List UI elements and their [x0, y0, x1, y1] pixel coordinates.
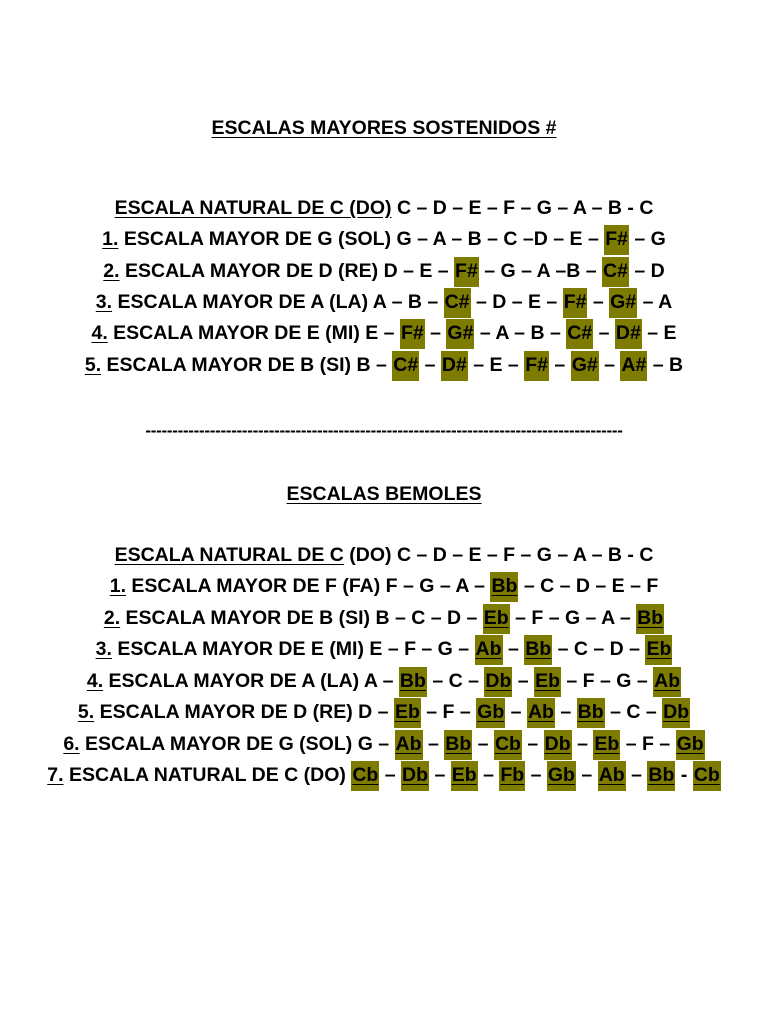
scale-number: 6. — [63, 733, 80, 755]
scale-notes: – — [430, 322, 441, 344]
scale-notes: – — [581, 764, 593, 786]
scale-notes: – C – — [610, 701, 657, 723]
flat-note: Cb — [351, 761, 379, 791]
flats-scale-6 — [0, 729, 768, 761]
sharps-scale-5 — [0, 350, 768, 382]
flat-note: Gb — [676, 730, 705, 760]
flats-scale-3 — [0, 634, 768, 666]
scale-notes: – — [434, 764, 446, 786]
scale-notes: – — [427, 733, 439, 755]
scale-notes: – C – D – E – F — [523, 575, 659, 597]
flat-note: Bb — [444, 730, 472, 760]
sharps-scale-1 — [0, 224, 768, 256]
sharp-note: G# — [446, 319, 474, 349]
flats-title-text: ESCALAS BEMOLES — [286, 483, 482, 505]
sharps-scale-4 — [0, 318, 768, 350]
flats-natural-row — [0, 540, 768, 572]
scale-notes: – — [604, 354, 615, 376]
scale-label: ESCALA MAYOR DE A (LA) — [117, 291, 369, 313]
scale-notes: A – — [363, 670, 394, 692]
scale-label: ESCALA MAYOR DE B (SI) — [125, 607, 371, 629]
flat-note: Eb — [645, 635, 672, 665]
scale-notes: – — [560, 701, 572, 723]
flat-note: Bb — [636, 604, 664, 634]
flat-note: Gb — [476, 698, 505, 728]
sharp-note: C# — [392, 351, 419, 381]
flats-scale-2 — [0, 603, 768, 635]
scale-notes: - — [680, 764, 688, 786]
flats-scale-4 — [0, 666, 768, 698]
scale-number: 4. — [91, 322, 108, 344]
scale-number: 5. — [84, 354, 102, 376]
scale-label: ESCALA MAYOR DE E (MI) — [113, 322, 360, 344]
flat-note: Gb — [547, 761, 576, 791]
flat-note: Eb — [483, 604, 510, 634]
flat-note: Db — [544, 730, 572, 760]
flat-note: Bb — [647, 761, 675, 791]
scale-number: 2. — [103, 260, 120, 282]
flat-note: Ab — [475, 635, 503, 665]
scale-notes: D – E – — [383, 260, 449, 282]
scale-notes: – F – G – — [566, 670, 648, 692]
flat-note: Cb — [494, 730, 522, 760]
scale-notes: – — [577, 733, 588, 755]
scale-notes: E – — [365, 322, 395, 344]
flats-scale-1 — [0, 571, 768, 603]
scale-notes: – — [384, 764, 396, 786]
scale-notes: – — [424, 354, 436, 376]
scale-notes: – F – — [426, 701, 471, 723]
flat-note: Db — [401, 761, 429, 791]
scale-number: 3. — [95, 638, 112, 660]
sharp-note: F# — [524, 351, 549, 381]
flats-scale-5 — [0, 697, 768, 729]
scale-notes: – — [477, 733, 489, 755]
scale-label: ESCALA MAYOR DE D (RE) — [124, 260, 379, 282]
scale-label: ESCALA NATURAL DE C (DO) — [68, 764, 346, 786]
scale-notes: – G – A –B – — [484, 260, 597, 282]
sharps-natural-notes: C – D – E – F – G – A – B - C — [396, 197, 654, 219]
sharp-note: C# — [602, 257, 629, 287]
flat-note: Bb — [524, 635, 552, 665]
scale-notes: – E – — [473, 354, 519, 376]
scale-notes: B – — [356, 354, 387, 376]
flat-note: Bb — [399, 667, 427, 697]
scale-notes: G – A – B – C –D – E – — [396, 228, 599, 250]
scale-number: 2. — [103, 607, 121, 629]
flat-note: Ab — [527, 698, 555, 728]
sharp-note: F# — [400, 319, 425, 349]
flat-note: Eb — [593, 730, 620, 760]
scale-notes: – — [554, 354, 566, 376]
scale-notes: – A – B – — [479, 322, 561, 344]
scale-notes: – E — [647, 322, 677, 344]
scale-notes: – C – — [432, 670, 479, 692]
sharp-note: C# — [444, 288, 471, 318]
scale-notes: – F – G – A – — [515, 607, 631, 629]
scale-notes: – — [530, 764, 542, 786]
scale-notes: – F – — [625, 733, 671, 755]
scale-notes: B – C – D – — [375, 607, 478, 629]
sharps-title-text: ESCALAS MAYORES SOSTENIDOS # — [211, 117, 557, 139]
scale-notes: A – B – — [372, 291, 439, 313]
scale-notes: – B — [652, 354, 684, 376]
sharp-note: D# — [441, 351, 468, 381]
scale-notes: – — [598, 322, 610, 344]
flat-note: Cb — [693, 761, 721, 791]
flat-note: Ab — [653, 667, 681, 697]
sharps-natural-label: ESCALA NATURAL DE C (DO) — [114, 197, 392, 219]
scale-number: 7. — [47, 764, 64, 786]
flat-note: Fb — [499, 761, 525, 791]
flats-natural-label: ESCALA NATURAL DE C — [114, 544, 344, 566]
scale-notes: – A — [642, 291, 673, 313]
flat-note: Eb — [394, 698, 421, 728]
sharp-note: F# — [454, 257, 479, 287]
sharps-scale-3 — [0, 287, 768, 319]
scale-notes: – G — [634, 228, 666, 250]
flats-scale-7 — [0, 760, 768, 792]
scale-notes: – — [527, 733, 539, 755]
scale-notes: – — [592, 291, 604, 313]
scale-label: ESCALA MAYOR DE G (SOL) — [123, 228, 392, 250]
scale-label: ESCALA MAYOR DE B (SI) — [106, 354, 352, 376]
flat-note: Eb — [534, 667, 561, 697]
sharp-note: F# — [563, 288, 588, 318]
flat-note: Bb — [577, 698, 605, 728]
scale-notes: G – — [357, 733, 390, 755]
sharps-scale-2 — [0, 256, 768, 288]
sharp-note: A# — [620, 351, 647, 381]
scale-label: ESCALA MAYOR DE E (MI) — [117, 638, 364, 660]
flats-natural-notes: (DO) C – D – E – F – G – A – B - C — [349, 544, 654, 566]
flats-title — [0, 482, 768, 506]
scale-notes: – — [483, 764, 494, 786]
scale-notes: F – G – A – — [385, 575, 486, 597]
section-divider: ----------------------------------------------------------------------------------------- — [145, 421, 623, 440]
scale-notes: – D – E – — [475, 291, 558, 313]
scale-notes: – — [631, 764, 642, 786]
flat-note: Db — [662, 698, 690, 728]
sharp-note: G# — [609, 288, 637, 318]
sharps-natural-row — [0, 193, 768, 225]
scale-notes: D – — [358, 701, 389, 723]
sharp-note: G# — [571, 351, 599, 381]
scale-notes: – — [510, 701, 522, 723]
flat-note: Db — [484, 667, 512, 697]
sharps-title — [0, 116, 768, 140]
scale-label: ESCALA MAYOR DE F (FA) — [131, 575, 381, 597]
flat-note: Ab — [395, 730, 423, 760]
flat-note: Eb — [451, 761, 478, 791]
sharp-note: D# — [615, 319, 642, 349]
scale-notes: – — [507, 638, 519, 660]
flat-note: Ab — [598, 761, 626, 791]
scale-notes: – C – D – — [557, 638, 641, 660]
sharp-note: C# — [566, 319, 593, 349]
flat-note: Bb — [490, 572, 518, 602]
sharp-note: F# — [604, 225, 629, 255]
scale-label: ESCALA MAYOR DE D (RE) — [99, 701, 353, 723]
scale-notes: – D — [634, 260, 665, 282]
scale-notes: E – F – G – — [369, 638, 470, 660]
scale-notes: – — [517, 670, 529, 692]
scale-number: 5. — [77, 701, 95, 723]
scale-number: 1. — [109, 575, 126, 597]
scale-number: 4. — [86, 670, 104, 692]
scale-number: 1. — [102, 228, 119, 250]
scale-label: ESCALA MAYOR DE A (LA) — [108, 670, 360, 692]
scale-number: 3. — [95, 291, 113, 313]
scale-label: ESCALA MAYOR DE G (SOL) — [85, 733, 353, 755]
